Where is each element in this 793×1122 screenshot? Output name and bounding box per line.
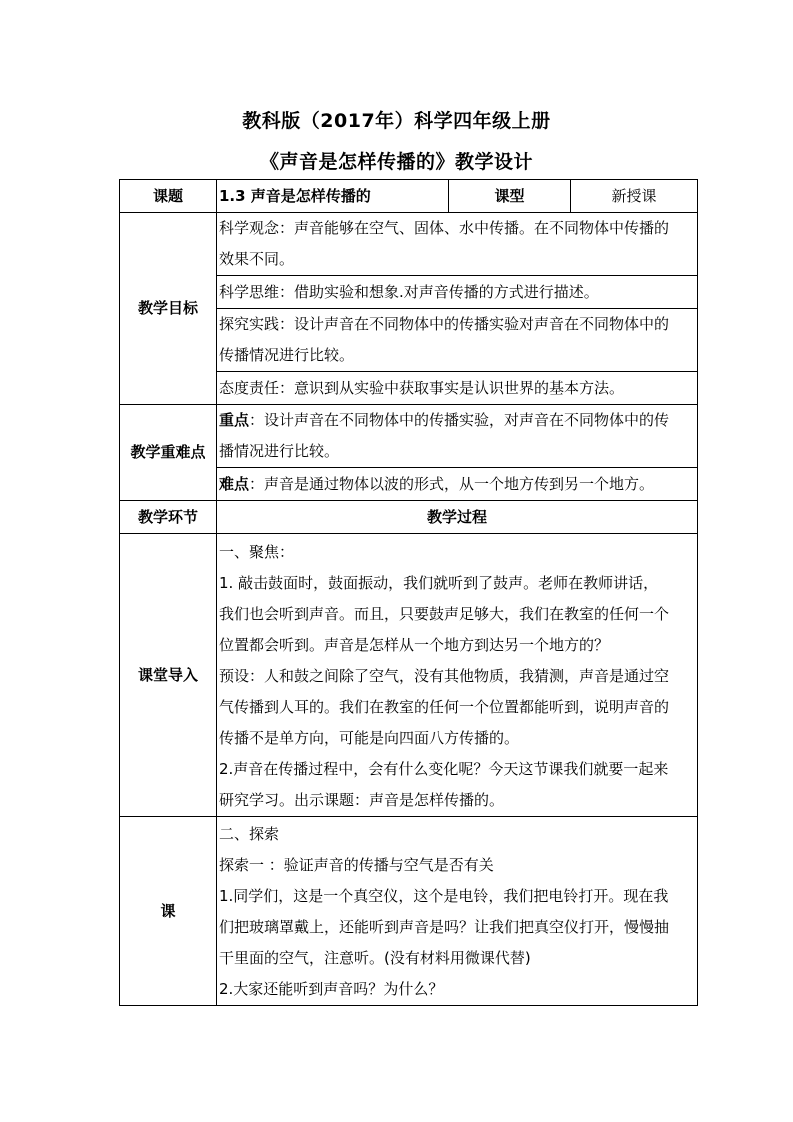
lesson-plan-table bbox=[119, 179, 698, 1006]
intro-line: 我们也会听到声音。而且，只要鼓声足够大，我们在教室的任何一个 bbox=[219, 604, 670, 623]
goal-text: 效果不同。 bbox=[219, 250, 295, 268]
goals-label: 教学目标 bbox=[120, 213, 217, 405]
goal-row bbox=[120, 213, 698, 276]
topic-row bbox=[120, 180, 698, 213]
goal-text: 探究实践：设计声音在不同物体中的传播实验对声音在不同物体中的 bbox=[219, 315, 670, 333]
goal-text: 传播情况进行比较。 bbox=[219, 346, 355, 364]
intro-row bbox=[120, 534, 698, 817]
key-point-prefix: 重点 bbox=[219, 411, 250, 429]
intro-line: 位置都会听到。声音是怎样从一个地方到达另一个地方的？ bbox=[219, 635, 610, 654]
intro-line: 传播不是单方向，可能是向四面八方传播的。 bbox=[219, 728, 520, 747]
intro-line: 研究学习。出示课题：声音是怎样传播的。 bbox=[219, 790, 505, 809]
process-header-row bbox=[120, 501, 698, 534]
lesson-type-label: 课型 bbox=[449, 180, 571, 213]
goal-text: 态度责任：意识到从实验中获取事实是认识世界的基本方法。 bbox=[219, 378, 625, 397]
goal-item bbox=[217, 309, 698, 372]
explore-content bbox=[217, 817, 698, 1006]
intro-line: 预设：人和鼓之间除了空气，没有其他物质，我猜测，声音是通过空 bbox=[219, 666, 670, 685]
difficulty-point bbox=[217, 468, 698, 501]
explore-line: 2.大家还能听到声音吗？为什么？ bbox=[219, 980, 444, 998]
intro-line: 一、聚焦： bbox=[219, 542, 295, 561]
explore-line: 干里面的空气，注意听。(没有材料用微课代替) bbox=[219, 949, 531, 967]
explore-line: 二、探索 bbox=[219, 825, 280, 843]
document-title: 教科版（2017年）科学四年级上册 bbox=[242, 110, 551, 132]
lesson-type-value: 新授课 bbox=[571, 180, 698, 213]
goal-item bbox=[217, 213, 698, 276]
intro-line: 气传播到人耳的。我们在教室的任何一个位置都能听到，说明声音的 bbox=[219, 697, 670, 716]
goal-item bbox=[217, 372, 698, 405]
key-point bbox=[217, 405, 698, 468]
process-header: 教学过程 bbox=[217, 501, 698, 534]
explore-line: 们把玻璃罩戴上，还能听到声音是吗？让我们把真空仪打开，慢慢抽 bbox=[219, 918, 670, 936]
keypoint-row bbox=[120, 405, 698, 468]
explore-line: 1.同学们，这是一个真空仪，这个是电铃，我们把电铃打开。现在我 bbox=[219, 887, 669, 905]
goal-text: 科学思维：借助实验和想象.对声音传播的方式进行描述。 bbox=[219, 282, 599, 301]
topic-label: 课题 bbox=[120, 180, 217, 213]
goal-text: 科学观念：声音能够在空气、固体、水中传播。在不同物体中传播的 bbox=[219, 219, 670, 237]
intro-content bbox=[217, 534, 698, 817]
stage-header: 教学环节 bbox=[120, 501, 217, 534]
topic-value: 1.3 声音是怎样传播的 bbox=[217, 180, 449, 213]
intro-line: 2.声音在传播过程中，会有什么变化呢？今天这节课我们就要一起来 bbox=[219, 759, 669, 778]
goal-item bbox=[217, 276, 698, 309]
explore-row bbox=[120, 817, 698, 1006]
explore-line: 探索一 ：验证声音的传播与空气是否有关 bbox=[219, 856, 494, 874]
key-point-text: ：设计声音在不同物体中的传播实验，对声音在不同物体中的传 bbox=[249, 411, 670, 429]
difficulty-text: ：声音是通过物体以波的形式，从一个地方传到另一个地方。 bbox=[249, 474, 655, 493]
key-point-text: 播情况进行比较。 bbox=[219, 442, 340, 460]
intro-line: 1. 敲击鼓面时，鼓面振动，我们就听到了鼓声。老师在教师讲话， bbox=[219, 573, 659, 592]
document-subtitle: 《声音是怎样传播的》教学设计 bbox=[259, 151, 533, 173]
difficulty-prefix: 难点 bbox=[219, 474, 250, 493]
intro-label: 课堂导入 bbox=[120, 534, 217, 817]
explore-label: 课 bbox=[120, 817, 217, 1006]
keypoints-label: 教学重难点 bbox=[120, 405, 217, 501]
